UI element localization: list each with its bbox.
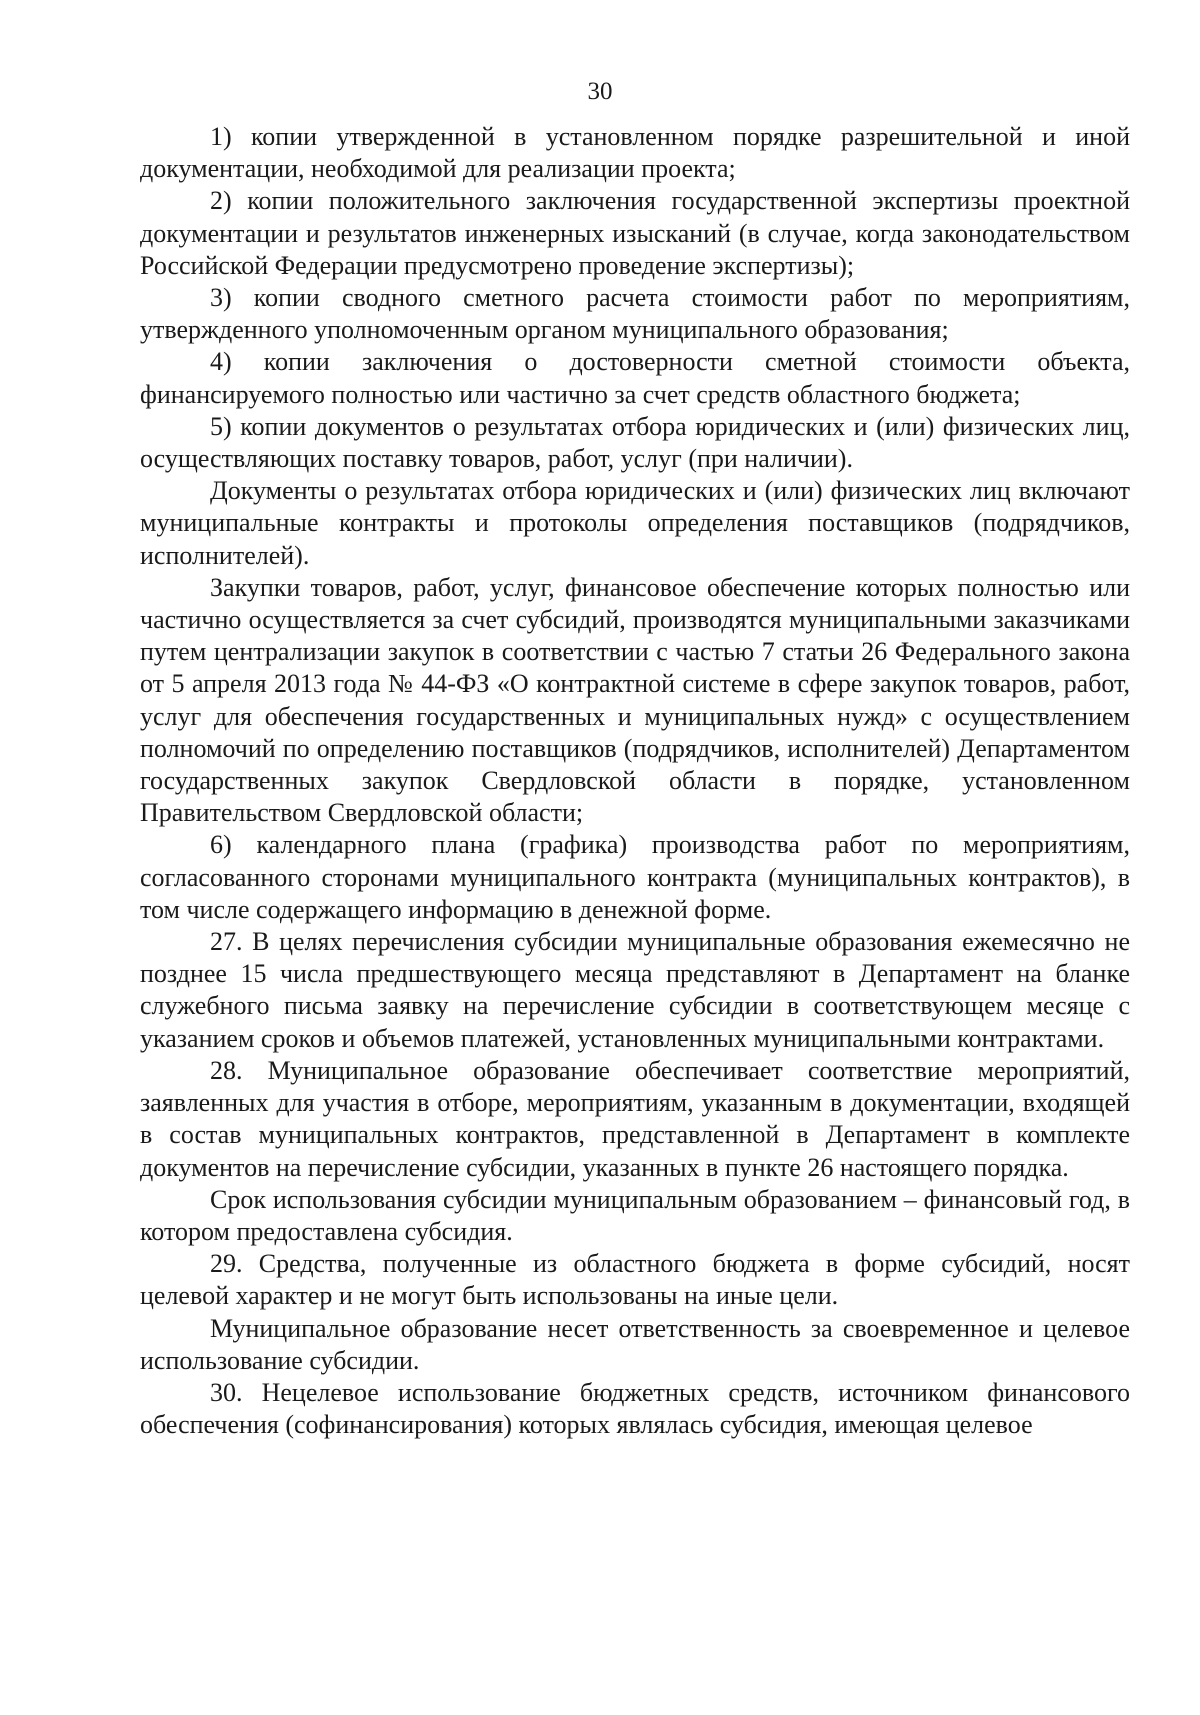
paragraph-clause-29: 29. Средства, полученные из областного бюджета в форме субсидий, носят целевой характер и не могут быть использованы на иные цели. xyxy=(140,1249,1130,1311)
paragraph-clause-27: 27. В целях перечисления субсидии муниципальные образования ежемесячно не позднее 15 числа предшествующего месяца представляют в Департамент на бланке служебного письма заявку на перечисление субсидии в соответствующем месяце с указанием сроков и объемов платежей, установленных муниципальными контрактами. xyxy=(140,927,1130,1053)
paragraph-item-4: 4) копии заключения о достоверности сметной стоимости объекта, финансируемого полностью или частично за счет средств областного бюджета; xyxy=(140,347,1130,409)
paragraph-item-3: 3) копии сводного сметного расчета стоимости работ по мероприятиям, утвержденного уполномоченным органом муниципального образования; xyxy=(140,283,1130,345)
paragraph-procurement: Закупки товаров, работ, услуг, финансовое обеспечение которых полностью или частично осуществляется за счет субсидий, производятся муниципальными заказчиками путем централизации закупок в соответствии с частью 7 статьи 26 Федерального закона от 5 апреля 2013 года № 44-ФЗ «О контрактной системе в сфере закупок товаров, работ, услуг для обеспечения государственных и муниципальных нужд» с осуществлением полномочий по определению поставщиков (подрядчиков, исполнителей) Департаментом государственных закупок Свердловской области в порядке, установленном Правительством Свердловской области; xyxy=(140,572,1130,828)
paragraph-clause-30: 30. Нецелевое использование бюджетных средств, источником финансового обеспечения (софинансирования) которых являлась субсидия, имеющая целевое xyxy=(140,1377,1130,1440)
paragraph-responsibility: Муниципальное образование несет ответственность за своевременное и целевое использование субсидии. xyxy=(140,1313,1130,1375)
paragraph-selection-documents: Документы о результатах отбора юридических и (или) физических лиц включают муниципальные контракты и протоколы определения поставщиков (подрядчиков, исполнителей). xyxy=(140,476,1130,570)
paragraph-item-5: 5) копии документов о результатах отбора юридических и (или) физических лиц, осуществляющих поставку товаров, работ, услуг (при наличии). xyxy=(140,411,1130,474)
paragraph-subsidy-term: Срок использования субсидии муниципальным образованием – финансовый год, в котором предоставлена субсидия. xyxy=(140,1184,1130,1246)
paragraph-item-1: 1) копии утвержденной в установленном порядке разрешительной и иной документации, необходимой для реализации проекта; xyxy=(140,122,1130,184)
paragraph-item-2: 2) копии положительного заключения государственной экспертизы проектной документации и результатов инженерных изысканий (в случае, когда законодательством Российской Федерации предусмотрено проведение экспертизы); xyxy=(140,186,1130,280)
paragraph-clause-28: 28. Муниципальное образование обеспечивает соответствие мероприятий, заявленных для участия в отборе, мероприятиям, указанным в документации, входящей в состав муниципальных контрактов, представленной в Департамент в комплекте документов на перечисление субсидии, указанных в пункте 26 настоящего порядка. xyxy=(140,1055,1130,1182)
document-body xyxy=(140,121,1130,1441)
page-number: 30 xyxy=(587,78,613,105)
paragraph-item-6: 6) календарного плана (графика) производства работ по мероприятиям, согласованного сторонами муниципального контракта (муниципальных контрактов), в том числе содержащего информацию в денежной форме. xyxy=(140,830,1130,924)
